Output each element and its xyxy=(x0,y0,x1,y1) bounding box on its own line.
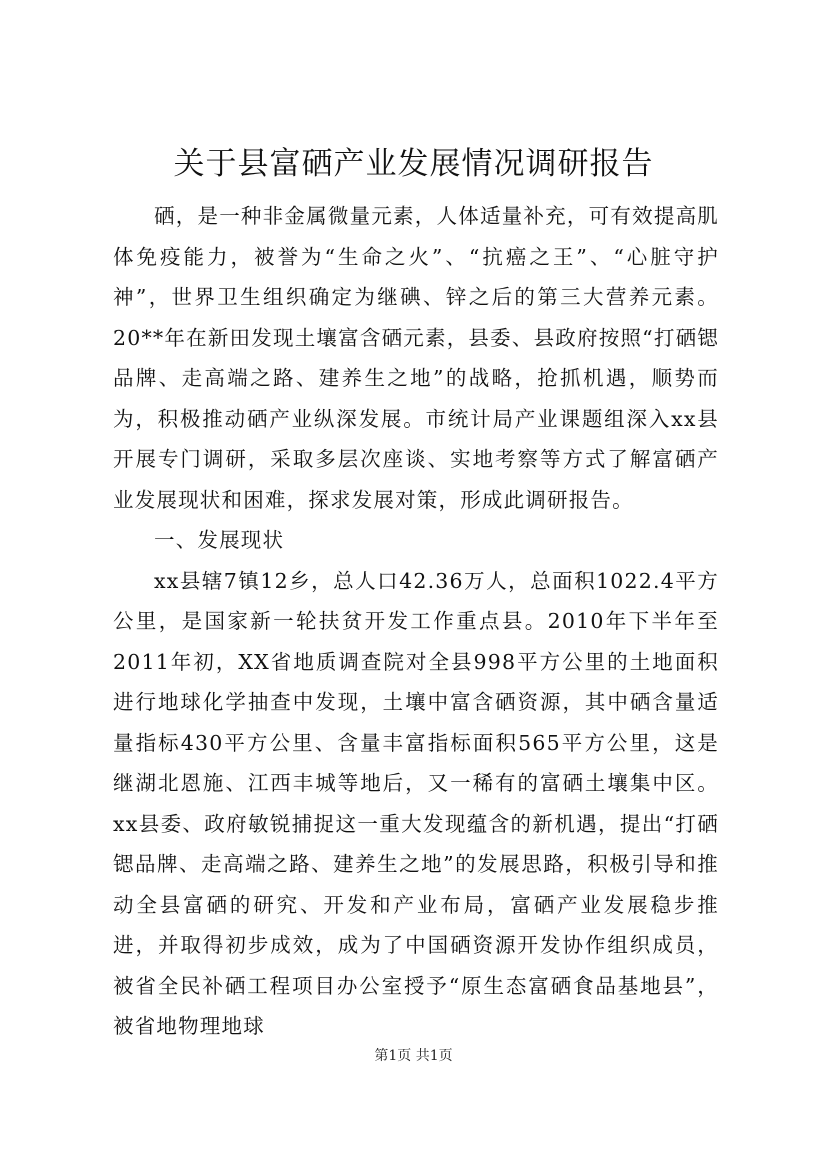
intro-paragraph: 硒，是一种非金属微量元素，人体适量补充，可有效提高肌体免疫能力，被誉为“生命之火”、“抗癌之王”、“心脏守护神”，世界卫生组织确定为继碘、锌之后的第三大营养元素。20**年在新田发现土壤富含硒元素，县委、县政府按照“打硒锶品牌、走高端之路、建养生之地”的战略，抢抓机遇，顺势而为，积极推动硒产业纵深发展。市统计局产业课题组深入xx县开展专门调研，采取多层次座谈、实地考察等方式了解富硒产业发展现状和困难，探求发展对策，形成此调研报告。 xyxy=(113,204,719,512)
document-body xyxy=(113,196,719,1047)
document-title: 关于县富硒产业发展情况调研报告 xyxy=(173,146,654,182)
page-footer: 第1页 共1页 xyxy=(374,1048,453,1064)
status-paragraph: xx县辖7镇12乡，总人口42.36万人，总面积1022.4平方公里，是国家新一轮扶贫开发工作重点县。2010年下半年至2011年初，XX省地质调查院对全县998平方公里的土地面积进行地球化学抽查中发现，土壤中富含硒资源，其中硒含量适量指标430平方公里、含量丰富指标面积565平方公里，这是继湖北恩施、江西丰城等地后，又一稀有的富硒土壤集中区。xx县委、政府敏锐捕捉这一重大发现蕴含的新机遇，提出“打硒锶品牌、走高端之路、建养生之地”的发展思路，积极引导和推动全县富硒的研究、开发和产业布局，富硒产业发展稳步推进，并取得初步成效，成为了中国硒资源开发协作组织成员，被省全民补硒工程项目办公室授予“原生态富硒食品基地县”，被省地物理地球 xyxy=(113,568,719,1038)
section-heading: 一、发展现状 xyxy=(154,528,285,552)
